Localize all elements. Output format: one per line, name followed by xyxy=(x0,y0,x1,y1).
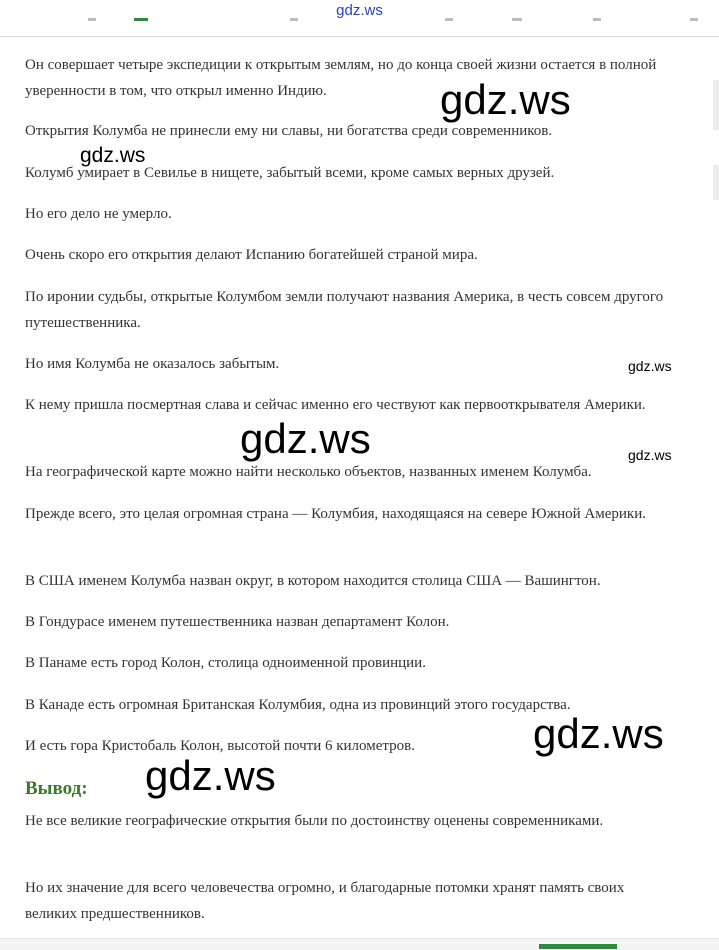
paragraph: На географической карте можно найти несколько объектов, названных именем Колумба. xyxy=(25,464,592,480)
watermark: gdz.ws xyxy=(80,144,146,167)
paragraph: В Панаме есть город Колон, столица одноименной провинции. xyxy=(25,655,426,671)
paragraph: Но имя Колумба не оказалось забытым. xyxy=(25,356,280,372)
paragraph: К нему пришла посмертная слава и сейчас именно его чествуют как первооткрывателя Америки. xyxy=(25,397,646,413)
bottom-accent xyxy=(539,944,617,949)
paragraph: В Канаде есть огромная Британская Колумбия, одна из провинций этого государства. xyxy=(25,697,571,713)
paragraph: Прежде всего, это целая огромная страна — Колумбия, находящаяся на севере Южной Америки. xyxy=(25,506,646,522)
paragraph: Колумб умирает в Севилье в нищете, забытый всеми, кроме самых верных друзей. xyxy=(25,165,555,181)
paragraph: В Гондурасе именем путешественника назван департамент Колон. xyxy=(25,614,450,630)
watermark: gdz.ws xyxy=(533,710,664,757)
conclusion-heading: Вывод: xyxy=(25,778,88,799)
watermark: gdz.ws xyxy=(440,76,571,123)
header-watermark: gdz.ws xyxy=(336,2,383,19)
paragraph: Но его дело не умерло. xyxy=(25,206,172,222)
watermark: gdz.ws xyxy=(145,752,276,799)
paragraph: В США именем Колумба назван округ, в котором находится столица США — Вашингтон. xyxy=(25,573,601,589)
side-panel-edge xyxy=(713,165,719,200)
paragraph: И есть гора Кристобаль Колон, высотой почти 6 километров. xyxy=(25,738,415,754)
paragraph: По иронии судьбы, открытые Колумбом земли получают названия Америка, в честь совсем другого путешественника. xyxy=(25,289,664,331)
paragraph: Очень скоро его открытия делают Испанию богатейшей страной мира. xyxy=(25,247,478,263)
paragraph: Открытия Колумба не принесли ему ни славы, ни богатства среди современников. xyxy=(25,123,553,139)
conclusion-paragraph: Не все великие географические открытия были по достоинству оценены современниками. xyxy=(25,813,604,829)
watermark: gdz.ws xyxy=(628,447,672,463)
watermark: gdz.ws xyxy=(240,415,371,462)
conclusion-paragraph: Но их значение для всего человечества огромно, и благодарные потомки хранят память своих великих предшественников. xyxy=(25,880,625,922)
side-panel-edge xyxy=(713,80,719,130)
paragraph: Он совершает четыре экспедиции к открытым землям, но до конца своей жизни остается в полной уверенности в том, что открыл именно Индию. xyxy=(25,57,657,99)
watermark: gdz.ws xyxy=(628,358,672,374)
bottom-bar xyxy=(0,938,719,950)
